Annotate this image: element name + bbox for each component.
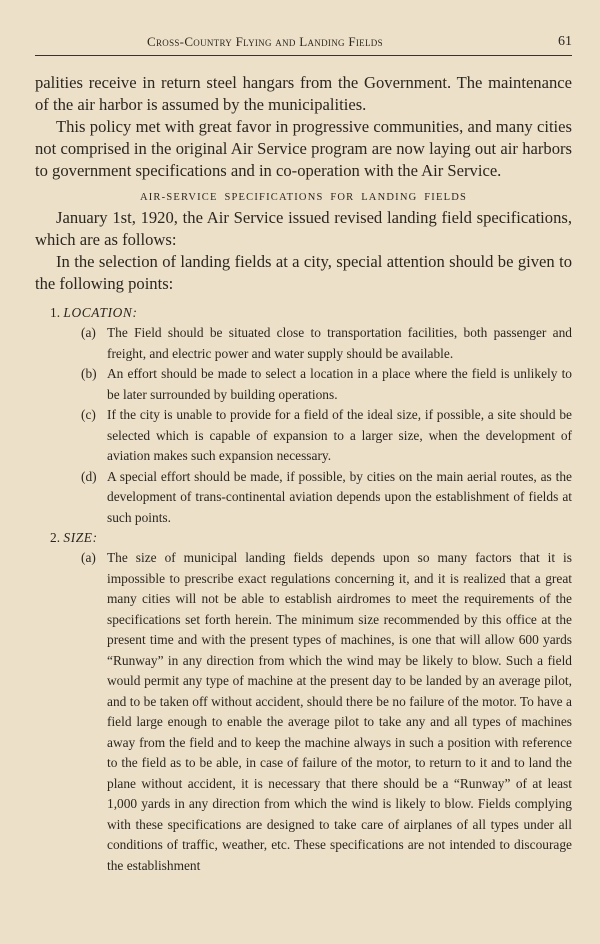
section-number: 2. xyxy=(50,530,61,545)
item-letter: (b) xyxy=(81,366,97,381)
spec-section-title xyxy=(35,528,572,548)
item-text: The Field should be situated close to transportation facilities, both passenger and freight, and electric power and water supply should be available. xyxy=(107,325,572,361)
item-letter: (a) xyxy=(81,325,96,340)
section-heading: AIR-SERVICE SPECIFICATIONS FOR LANDING FIELDS xyxy=(139,192,468,203)
spec-item xyxy=(81,467,572,529)
item-text: The size of municipal landing fields depends upon so many factors that it is impossible to prescribe exact regulations concerning it, and it is realized that a great many cities will not be able to establish airdromes to meet the requirements of the specifications set forth herein. The minimum size recommended by this office at the present time and with the present types of machines, is one that will allow 600 yards “Runway” in any direction from which the wind may be likely to blow. Such a field would permit any type of machine at the present day to be landed by an average pilot, and to be taken off without accident, should there be no failure of the motor. To have a field large enough to enable the average pilot to take any and all types of machines away from the field and to keep the machine always in such a position with reference to the field as to be able, in case of failure of the motor, to return to it and to land the plane without accident, it is necessary that there should be a “Runway” of at least 1,000 yards in any direction from which the wind is likely to blow. Fields complying with these specifications are designed to take care of airplanes of all types under all conditions of traffic, weather, etc. These specifications are not intended to discourage the establishment xyxy=(107,550,572,873)
item-text: If the city is unable to provide for a field of the ideal size, if possible, a site should be selected which is capable of expansion to a larger size, when the development of aviation makes such expansion necessary. xyxy=(107,407,572,463)
header-rule xyxy=(35,55,572,56)
paragraph: January 1st, 1920, the Air Service issued revised landing field specifications, which are as follows: xyxy=(35,208,572,249)
running-header xyxy=(35,34,572,56)
item-text: A special effort should be made, if possible, by cities on the main aerial routes, as the development of trans-continental aviation depends upon the establishment of fields at such points. xyxy=(107,468,572,525)
paragraph: This policy met with great favor in progressive communities, and many cities not comprised in the original Air Service program are now laying out air harbors to government specifications and in co-operation with the Air Service. xyxy=(35,117,572,180)
item-letter: (c) xyxy=(81,407,96,422)
paragraph: palities receive in return steel hangars from the Government. The maintenance of the air harbor is assumed by the municipalities. xyxy=(35,73,572,114)
spec-item xyxy=(81,323,572,364)
spec-section-location xyxy=(35,303,572,528)
spec-item xyxy=(81,548,572,876)
section-label: SIZE: xyxy=(63,530,98,545)
section-number: 1. xyxy=(50,305,61,320)
item-letter: (d) xyxy=(81,468,97,484)
item-letter: (a) xyxy=(81,550,96,565)
spec-item xyxy=(81,405,572,467)
paragraph: In the selection of landing fields at a city, special attention should be given to the following points: xyxy=(35,252,572,293)
section-label: LOCATION: xyxy=(63,305,138,320)
item-text: An effort should be made to select a location in a place where the field is unlikely to be later surrounded by building operations. xyxy=(107,366,572,402)
running-title: Cross-Country Flying and Landing Fields xyxy=(147,34,383,49)
page-body xyxy=(35,72,572,876)
spec-section-title xyxy=(35,303,572,323)
spec-item xyxy=(81,364,572,405)
page-number: 61 xyxy=(558,34,572,49)
spec-section-size xyxy=(35,528,572,876)
